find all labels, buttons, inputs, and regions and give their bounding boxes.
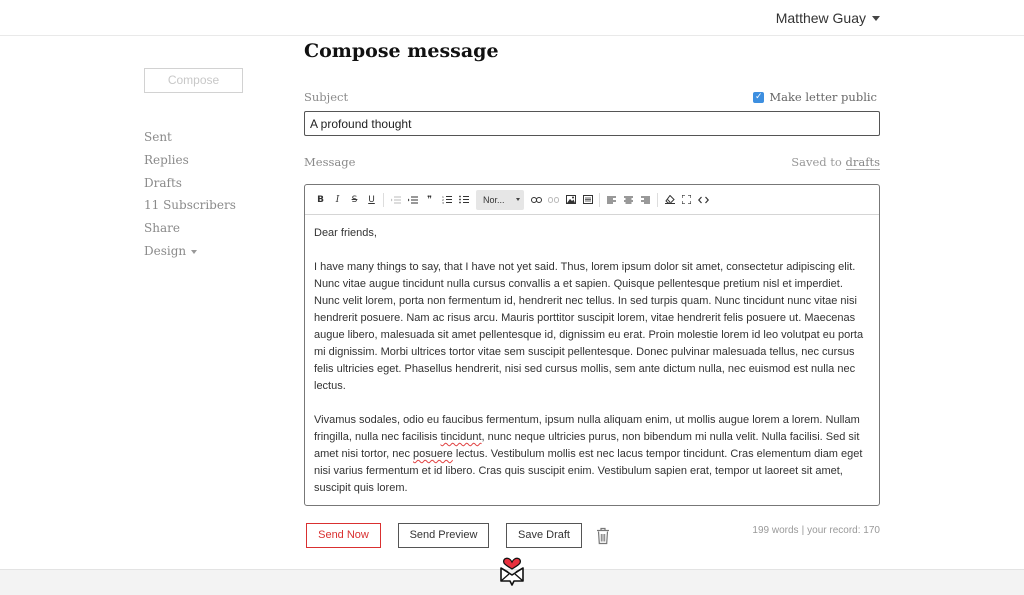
chevron-down-icon <box>191 250 197 254</box>
unlink-icon[interactable] <box>545 191 562 209</box>
svg-text:1: 1 <box>441 195 444 199</box>
word-count <box>752 525 880 536</box>
underline-button[interactable]: U <box>368 194 375 205</box>
compose-button[interactable]: Compose <box>144 68 243 93</box>
sidebar-nav <box>144 126 244 263</box>
trash-icon[interactable] <box>596 527 610 545</box>
word-count-value: 199 words <box>752 525 799 536</box>
heading-select[interactable] <box>476 190 524 210</box>
blockquote-icon[interactable]: ❞ <box>427 194 432 205</box>
editor-content[interactable] <box>305 215 879 497</box>
bold-button[interactable]: B <box>317 194 324 205</box>
user-menu[interactable] <box>776 10 880 26</box>
stats-separator: | <box>801 525 805 536</box>
sidebar-item-label: Drafts <box>144 175 182 190</box>
editor-greeting: Dear friends, <box>314 227 377 239</box>
make-public-checkbox[interactable]: ✓ <box>755 91 763 102</box>
align-right-icon[interactable] <box>637 191 654 209</box>
heart-envelope-logo <box>499 553 525 587</box>
saved-status <box>791 155 880 169</box>
strikethrough-button[interactable]: S <box>351 194 358 205</box>
paragraph-text: , nunc neque ultricies purus, non bibendum mi nulla velit. Nulla facilisi. Sed sit amet nisi tortor, nec <box>314 431 860 460</box>
sidebar-item-label: Share <box>144 221 180 236</box>
svg-text:3: 3 <box>441 201 444 204</box>
message-label: Message <box>304 155 356 169</box>
user-name: Matthew Guay <box>775 10 866 26</box>
editor-paragraph-2 <box>314 412 870 497</box>
editor-toolbar <box>305 185 879 215</box>
toolbar-divider <box>599 193 600 207</box>
page-title: Compose message <box>304 40 499 62</box>
clear-format-icon[interactable] <box>661 191 678 209</box>
sidebar-item-drafts[interactable] <box>144 172 244 195</box>
make-public-label: Make letter public <box>769 90 877 104</box>
link-icon[interactable] <box>528 191 545 209</box>
misspelled-word: tincidunt <box>440 431 482 443</box>
align-left-icon[interactable] <box>603 191 620 209</box>
save-draft-button[interactable]: Save Draft <box>506 523 582 548</box>
send-now-button[interactable]: Send Now <box>306 523 381 548</box>
sidebar-item-label: Design <box>144 243 187 258</box>
chevron-down-icon <box>516 198 520 201</box>
compose-actions <box>306 523 610 548</box>
code-view-icon[interactable] <box>695 191 712 209</box>
sidebar-item-subscribers[interactable] <box>144 194 244 217</box>
compose-panel <box>304 38 880 541</box>
subject-label: Subject <box>304 90 349 104</box>
outdent-icon[interactable] <box>387 191 404 209</box>
svg-text:2: 2 <box>441 198 444 202</box>
indent-icon[interactable] <box>404 191 421 209</box>
fullscreen-icon[interactable] <box>678 191 695 209</box>
align-center-icon[interactable] <box>620 191 637 209</box>
editor-paragraph-1: I have many things to say, that I have not yet said. Thus, lorem ipsum dolor sit amet, consectetur adipiscing elit. Nunc vitae augue tincidunt nulla cursus convallis a et sapien. Quisque pellentesque pretium nisl et imperdiet. Nunc velit lorem, porta non fermentum id, hendrerit nec tellus. In sed turpis quam. Nunc tincidunt nunc vitae nisi hendrerit posuere. Nam ac risus arcu. Mauris porttitor suscipit lorem, vitae hendrerit felis posuere ut. Maecenas augue libero, malesuada sit amet pellentesque id, dignissim eu erat. Proin molestie lorem id leo volutpat eu porta mi dignissim. Morbi ultrices tortor vitae sem suscipit pellentesque. Donec pulvinar malesuada tellus, nec cursus felis ultricies eget. Phasellus hendrerit, nisi sed cursus mollis, sem ante dictum nulla, nec euismod est nulla nec lectus. <box>314 261 864 392</box>
chevron-down-icon <box>872 16 880 21</box>
subject-row <box>304 88 880 104</box>
sidebar-item-label: Sent <box>144 130 172 144</box>
make-public-toggle[interactable] <box>753 90 877 104</box>
message-row <box>304 153 880 169</box>
italic-button[interactable]: I <box>335 194 340 205</box>
sidebar-item-label: Replies <box>144 152 189 167</box>
drafts-link[interactable]: drafts <box>845 155 880 169</box>
sidebar-item-label: 11 Subscribers <box>144 198 236 213</box>
subject-input[interactable] <box>304 111 880 136</box>
send-preview-button[interactable]: Send Preview <box>398 523 489 548</box>
bullet-list-icon[interactable] <box>455 191 472 209</box>
sidebar-item-design[interactable] <box>144 240 244 263</box>
saved-prefix: Saved to <box>791 155 842 169</box>
embed-icon[interactable] <box>579 191 596 209</box>
toolbar-divider <box>383 193 384 207</box>
heading-select-value: Nor... <box>483 194 505 205</box>
top-bar <box>0 0 1024 36</box>
sidebar <box>144 68 244 263</box>
ordered-list-icon[interactable] <box>438 191 455 209</box>
misspelled-word: posuere <box>413 448 453 460</box>
sidebar-item-sent[interactable] <box>144 126 244 149</box>
sidebar-item-replies[interactable] <box>144 149 244 172</box>
message-editor <box>304 184 880 506</box>
record-value: your record: 170 <box>807 525 880 536</box>
toolbar-divider <box>657 193 658 207</box>
sidebar-item-share[interactable] <box>144 217 244 240</box>
image-icon[interactable] <box>562 191 579 209</box>
paragraph-text: Vivamus sodales, odio eu faucibus fermentum, ipsum nulla aliquam enim, ut mollis augue lorem a lorem. Nullam fringilla, nulla nec facilisis <box>314 414 860 443</box>
paragraph-text: lectus. Vestibulum mollis est nec lacus tempor tincidunt. Cras elementum diam eget nisi varius fermentum et id libero. Cras quis suscipit enim. Vestibulum sapien erat, tempor ut laoreet sit amet, suscipit quis lorem. <box>314 448 863 494</box>
